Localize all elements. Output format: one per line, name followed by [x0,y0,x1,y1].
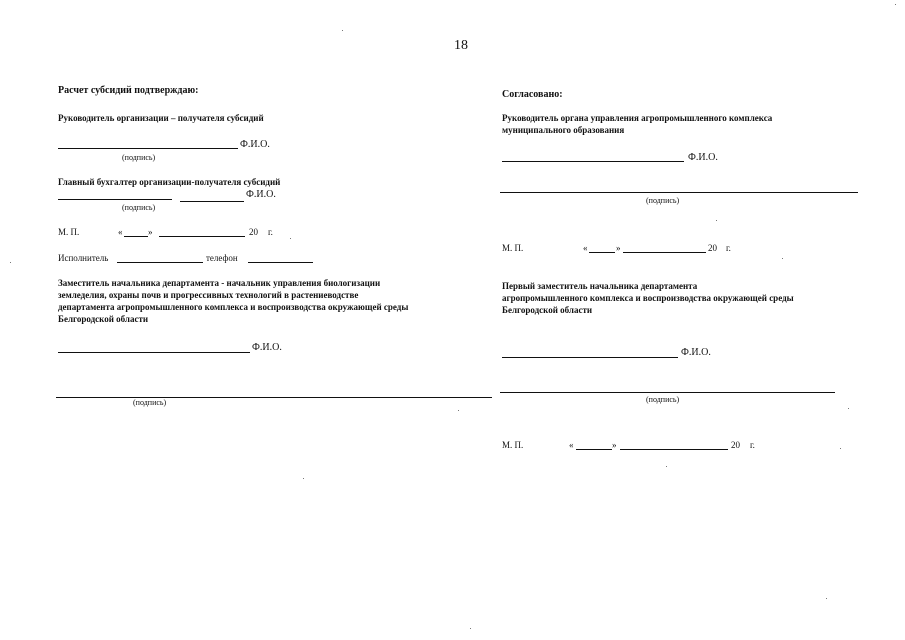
signature-line-3 [58,352,250,353]
phone-line [248,262,313,263]
signature-line-4 [502,161,684,162]
scan-speck [840,448,841,449]
date-day-line-left [124,236,148,237]
stamp-label-right-2: М. П. [502,440,524,450]
first-deputy-line-3: Белгородской области [502,305,593,315]
date-day-line-right-1 [589,252,615,253]
date-month-line-left [159,236,245,237]
signature-caption-1: (подпись) [122,153,156,162]
deputy-line-3: департамента агропромышленного комплекса и воспроизводства окружающей среды [58,302,409,312]
date-month-line-right-2 [620,449,728,450]
fio-label-1: Ф.И.О. [240,139,270,150]
scan-speck [895,4,896,5]
signature-caption-4: (подпись) [646,196,680,205]
right-head-block [502,112,862,136]
deputy-line-1: Заместитель начальника департамента - начальник управления биологизации [58,278,381,288]
date-month-line-right-1 [623,252,706,253]
right-heading: Согласовано: [502,89,563,100]
date-g-left: г. [268,227,273,237]
divider-line-right-1 [500,192,858,193]
date-open-quote-right-1: « [583,243,588,253]
date-year-right-2: 20 [731,440,740,450]
stamp-label-left: М. П. [58,227,80,237]
signature-caption-2: (подпись) [122,203,156,212]
date-open-quote-left: « [118,227,123,237]
deputy-head-block [58,277,488,325]
deputy-line-2: земледелия, охраны почв и прогрессивных технологий в растениеводстве [58,290,359,300]
signature-line-2a [58,199,172,200]
scan-speck [458,410,459,411]
date-year-right-1: 20 [708,243,717,253]
fio-label-4: Ф.И.О. [688,152,718,163]
chief-accountant-label: Главный бухгалтер организации-получателя субсидий [58,177,281,187]
scan-speck [10,262,11,263]
date-year-left: 20 [249,227,258,237]
date-g-right-2: г. [750,440,755,450]
scan-speck [716,220,717,221]
head-of-organization-label: Руководитель организации – получателя субсидий [58,113,264,123]
right-head-line-1: Руководитель органа управления агропромышленного комплекса [502,113,773,123]
scan-speck [470,628,471,629]
signature-caption-5: (подпись) [646,395,680,404]
fio-label-3: Ф.И.О. [252,342,282,353]
date-close-quote-right-1: » [616,243,621,253]
fio-label-5: Ф.И.О. [681,347,711,358]
date-day-line-right-2 [576,449,612,450]
signature-line-2b [180,201,244,202]
right-head-line-2: муниципального образования [502,125,625,135]
date-close-quote-right-2: » [612,440,617,450]
first-deputy-line-1: Первый заместитель начальника департамента [502,281,698,291]
date-g-right-1: г. [726,243,731,253]
scan-speck [342,30,343,31]
first-deputy-block [502,280,882,316]
phone-label: телефон [206,253,238,263]
scan-speck [826,598,827,599]
page-number: 18 [454,38,468,53]
signature-line-5 [502,357,678,358]
fio-label-2: Ф.И.О. [246,189,276,200]
scan-speck [290,238,291,239]
divider-line-left [56,397,492,398]
scan-speck [782,258,783,259]
scan-speck [848,408,849,409]
executor-label: Исполнитель [58,253,109,263]
signature-caption-3: (подпись) [133,398,167,407]
scan-speck [303,478,304,479]
divider-line-right-2 [500,392,835,393]
deputy-line-4: Белгородской области [58,314,149,324]
signature-line-1 [58,148,238,149]
first-deputy-line-2: агропромышленного комплекса и воспроизводства окружающей среды [502,293,794,303]
executor-line [117,262,203,263]
date-open-quote-right-2: « [569,440,574,450]
left-heading: Расчет субсидий подтверждаю: [58,85,199,96]
stamp-label-right-1: М. П. [502,243,524,253]
date-close-quote-left: » [148,227,153,237]
scan-speck [666,466,667,467]
